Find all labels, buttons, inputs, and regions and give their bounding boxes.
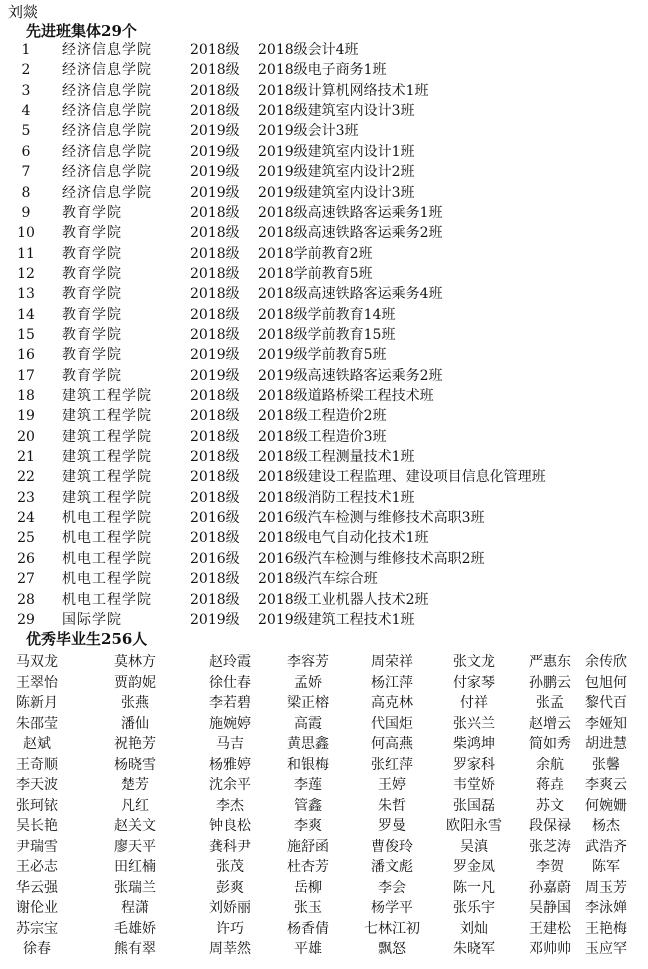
class-grade: 2018级 — [190, 42, 240, 58]
class-grade: 2018级 — [190, 428, 240, 445]
class-college: 教育学院 — [62, 245, 122, 262]
graduate-name: 张玉 — [294, 900, 322, 916]
graduate-name: 张国磊 — [453, 797, 495, 814]
graduate-name: 周玉芳 — [585, 879, 627, 896]
graduate-name: 和银梅 — [287, 756, 329, 773]
class-number: 7 — [21, 164, 31, 181]
graduate-name: 杨雅婷 — [209, 756, 251, 773]
class-college: 教育学院 — [62, 225, 122, 242]
graduate-name: 平雄 — [294, 941, 322, 957]
class-grade: 2018级 — [190, 245, 240, 262]
class-row — [0, 467, 648, 487]
graduate-name: 七林江初 — [364, 920, 420, 937]
graduate-row — [0, 796, 648, 817]
class-grade: 2019级 — [190, 367, 240, 384]
graduate-name: 吴长艳 — [16, 818, 58, 834]
class-number: 14 — [17, 306, 35, 323]
class-name: 2018级学前教育15班 — [258, 326, 396, 343]
graduate-name: 贾韵妮 — [114, 674, 156, 691]
graduate-row — [0, 857, 648, 878]
document-author-name: 刘燚 — [8, 3, 39, 21]
graduate-name: 蒋垚 — [536, 777, 564, 793]
class-name: 2018学前教育5班 — [258, 265, 373, 282]
class-row — [0, 121, 648, 141]
graduate-name: 管鑫 — [294, 797, 322, 814]
class-number: 25 — [17, 530, 35, 547]
graduate-name: 李贺 — [536, 859, 564, 875]
class-name: 2018级汽车综合班 — [258, 571, 378, 588]
class-grade: 2018级 — [190, 103, 240, 120]
class-number: 5 — [21, 123, 31, 140]
graduate-row — [0, 837, 648, 858]
class-grade: 2019级 — [190, 143, 240, 160]
graduate-name: 潘仙 — [121, 715, 149, 732]
class-row — [0, 590, 648, 610]
class-number: 2 — [21, 62, 31, 79]
graduate-name: 周莘然 — [209, 941, 251, 957]
graduate-name: 张瑞兰 — [114, 879, 156, 896]
graduate-name: 彭爽 — [216, 879, 244, 896]
class-college: 经济信息学院 — [62, 82, 152, 99]
class-name: 2018级建筑室内设计3班 — [258, 103, 415, 120]
class-row — [0, 427, 648, 447]
graduate-name: 王婷 — [378, 777, 406, 793]
graduate-name: 邓帅帅 — [529, 941, 571, 957]
graduate-name: 吴滇 — [460, 838, 488, 855]
graduate-row — [0, 939, 648, 960]
class-name: 2018级工程造价2班 — [258, 408, 387, 425]
class-name: 2018级道路桥梁工程技术班 — [258, 388, 434, 404]
class-grade: 2018级 — [190, 62, 240, 79]
class-name: 2018级工业机器人技术2班 — [258, 591, 429, 608]
graduate-name: 黄思鑫 — [287, 736, 329, 752]
graduate-name: 付家琴 — [453, 674, 495, 691]
graduate-row — [0, 898, 648, 919]
class-row — [0, 162, 648, 182]
class-name: 2018级工程造价3班 — [258, 428, 387, 445]
graduate-name: 何高燕 — [371, 736, 413, 752]
class-grade: 2018级 — [190, 204, 240, 221]
graduate-name: 高霞 — [294, 715, 322, 732]
class-name: 2019级学前教育5班 — [258, 347, 387, 364]
graduate-name: 许巧 — [216, 920, 244, 937]
class-name: 2016级汽车检测与维修技术高职2班 — [258, 550, 485, 567]
graduate-name: 余传欣 — [585, 654, 627, 670]
graduate-name: 华云强 — [16, 879, 58, 896]
class-college: 国际学院 — [62, 611, 122, 628]
class-row — [0, 488, 648, 508]
graduate-name: 赵玲霞 — [209, 654, 251, 670]
class-row — [0, 244, 648, 264]
class-college: 教育学院 — [62, 326, 122, 343]
class-number: 4 — [21, 103, 31, 120]
graduate-name: 徐春 — [23, 941, 51, 957]
class-college: 建筑工程学院 — [62, 449, 152, 465]
class-college: 教育学院 — [62, 367, 122, 384]
graduate-row — [0, 734, 648, 755]
class-college: 经济信息学院 — [62, 103, 152, 120]
graduate-name: 周荣祥 — [371, 654, 413, 670]
graduate-name: 张孟 — [536, 695, 564, 711]
graduate-name: 廖天平 — [114, 838, 156, 855]
class-name: 2016级汽车检测与维修技术高职3班 — [258, 510, 485, 527]
graduate-row — [0, 919, 648, 940]
graduate-name: 李爽 — [294, 818, 322, 834]
graduate-name: 莫林方 — [114, 654, 156, 670]
class-name: 2019级会计3班 — [258, 123, 359, 140]
graduate-row — [0, 714, 648, 735]
class-grade: 2018级 — [190, 225, 240, 242]
graduate-name: 李泳婵 — [585, 900, 627, 916]
class-row — [0, 325, 648, 345]
class-name: 2018级工程测量技术1班 — [258, 449, 415, 465]
class-number: 17 — [17, 367, 35, 384]
class-number: 13 — [17, 286, 35, 303]
graduate-name: 黎代百 — [585, 695, 627, 711]
class-college: 机电工程学院 — [62, 571, 152, 588]
graduate-name: 孟娇 — [294, 674, 322, 691]
class-row — [0, 447, 648, 467]
class-college: 机电工程学院 — [62, 591, 152, 608]
class-college: 经济信息学院 — [62, 42, 152, 58]
class-grade: 2016级 — [190, 510, 240, 527]
graduate-name: 王建松 — [529, 920, 571, 937]
graduate-name: 张乐宇 — [453, 900, 495, 916]
graduate-name: 赵斌 — [23, 736, 51, 752]
graduate-name: 张珂铱 — [16, 797, 58, 814]
graduate-name: 岳柳 — [294, 879, 322, 896]
class-number: 10 — [17, 225, 35, 242]
class-row — [0, 305, 648, 325]
graduate-name: 陈一凡 — [453, 879, 495, 896]
graduate-name: 韦堂娇 — [453, 777, 495, 793]
class-name: 2018级电子商务1班 — [258, 62, 387, 79]
graduate-name: 施舒函 — [287, 838, 329, 855]
class-college: 机电工程学院 — [62, 530, 152, 547]
graduate-name: 王必志 — [16, 859, 58, 875]
graduate-row — [0, 755, 648, 776]
class-number: 9 — [21, 204, 31, 221]
class-college: 机电工程学院 — [62, 550, 152, 567]
class-number: 16 — [17, 347, 35, 364]
graduate-name: 孙嘉蔚 — [529, 879, 571, 896]
graduate-name: 潘文彪 — [371, 859, 413, 875]
graduate-name: 刘娇丽 — [209, 900, 251, 916]
class-row — [0, 508, 648, 528]
graduate-name: 张馨 — [592, 756, 620, 773]
graduate-name: 陈军 — [592, 859, 620, 875]
class-number: 6 — [21, 143, 31, 160]
class-number: 22 — [17, 469, 35, 486]
graduate-row — [0, 652, 648, 673]
class-row — [0, 549, 648, 569]
class-number: 19 — [17, 408, 35, 425]
graduate-name: 罗家科 — [453, 756, 495, 773]
class-number: 23 — [17, 489, 35, 506]
graduate-name: 朱晓军 — [453, 941, 495, 957]
class-grade: 2019级 — [190, 123, 240, 140]
class-row — [0, 81, 648, 101]
advanced-classes-heading: 先进班集体29个 — [26, 22, 137, 40]
class-name: 2019级建筑室内设计1班 — [258, 143, 415, 160]
class-number: 26 — [17, 550, 35, 567]
graduate-name: 欧阳永雪 — [446, 818, 502, 834]
class-name: 2018级计算机网络技术1班 — [258, 82, 429, 99]
class-college: 教育学院 — [62, 265, 122, 282]
class-grade: 2018级 — [190, 591, 240, 608]
class-row — [0, 203, 648, 223]
class-row — [0, 101, 648, 121]
class-college: 经济信息学院 — [62, 184, 152, 201]
graduate-name: 段保禄 — [529, 818, 571, 834]
graduate-name: 李爽云 — [585, 777, 627, 793]
class-row — [0, 264, 648, 284]
graduate-name: 张文龙 — [453, 654, 495, 670]
graduate-name: 李会 — [378, 879, 406, 896]
graduate-name: 李杰 — [216, 797, 244, 814]
class-row — [0, 345, 648, 365]
graduate-name: 杨杰 — [592, 818, 620, 834]
class-college: 经济信息学院 — [62, 62, 152, 79]
class-row — [0, 610, 648, 630]
class-number: 28 — [17, 591, 35, 608]
class-grade: 2018级 — [190, 449, 240, 465]
graduate-name: 简如秀 — [529, 736, 571, 752]
graduate-row — [0, 878, 648, 899]
graduate-name: 罗金凤 — [453, 859, 495, 875]
graduate-name: 飘怒 — [378, 941, 406, 957]
graduate-row — [0, 816, 648, 837]
graduate-name: 朱邵莹 — [16, 715, 58, 732]
graduate-name: 高克林 — [371, 695, 413, 711]
class-number: 8 — [21, 184, 31, 201]
class-name: 2018级高速铁路客运乘务2班 — [258, 225, 443, 242]
graduate-name: 王艳梅 — [585, 920, 627, 937]
graduate-row — [0, 775, 648, 796]
graduate-name: 曹俊玲 — [371, 838, 413, 855]
class-college: 建筑工程学院 — [62, 469, 152, 486]
class-grade: 2016级 — [190, 550, 240, 567]
class-row — [0, 183, 648, 203]
graduate-name: 祝艳芳 — [114, 736, 156, 752]
graduate-name: 严惠东 — [529, 654, 571, 670]
class-number: 11 — [17, 245, 35, 262]
class-grade: 2019级 — [190, 184, 240, 201]
class-number: 27 — [17, 571, 35, 588]
graduate-name: 沈余平 — [209, 777, 251, 793]
graduate-name: 余航 — [536, 756, 564, 773]
class-grade: 2019级 — [190, 164, 240, 181]
graduate-name: 赵增云 — [529, 715, 571, 732]
graduate-name: 尹瑞雪 — [16, 838, 58, 855]
graduate-row — [0, 693, 648, 714]
class-grade: 2018级 — [190, 571, 240, 588]
graduate-name: 苏文 — [536, 797, 564, 814]
graduate-name: 龚科尹 — [209, 838, 251, 855]
class-grade: 2019级 — [190, 611, 240, 628]
class-name: 2018学前教育2班 — [258, 245, 373, 262]
class-number: 3 — [21, 82, 31, 99]
class-grade: 2018级 — [190, 408, 240, 425]
class-number: 18 — [17, 388, 35, 404]
class-college: 建筑工程学院 — [62, 428, 152, 445]
graduate-name: 马吉 — [216, 736, 244, 752]
graduate-name: 李莲 — [294, 777, 322, 793]
graduate-name: 李天波 — [16, 777, 58, 793]
class-name: 2018级高速铁路客运乘务1班 — [258, 204, 443, 221]
class-grade: 2018级 — [190, 530, 240, 547]
graduate-name: 胡进慧 — [585, 736, 627, 752]
class-college: 经济信息学院 — [62, 123, 152, 140]
class-name: 2019级建筑工程技术1班 — [258, 611, 415, 628]
outstanding-graduates-heading: 优秀毕业生256人 — [26, 630, 148, 648]
graduate-name: 杨晓雪 — [114, 756, 156, 773]
class-row — [0, 406, 648, 426]
graduate-name: 付祥 — [460, 695, 488, 711]
graduate-name: 玉应罕 — [585, 941, 627, 957]
class-grade: 2018级 — [190, 306, 240, 323]
class-number: 21 — [17, 449, 35, 465]
graduate-name: 张燕 — [121, 695, 149, 711]
class-row — [0, 223, 648, 243]
class-row — [0, 386, 648, 406]
graduate-name: 罗曼 — [378, 818, 406, 834]
graduate-name: 马双龙 — [16, 654, 58, 670]
class-name: 2018级学前教育14班 — [258, 306, 396, 323]
graduate-name: 梁正榕 — [287, 695, 329, 711]
class-college: 教育学院 — [62, 286, 122, 303]
class-name: 2019级建筑室内设计3班 — [258, 184, 415, 201]
graduate-name: 包旭何 — [585, 674, 627, 691]
class-row — [0, 284, 648, 304]
graduate-name: 朱哲 — [378, 797, 406, 814]
graduate-name: 张芝涛 — [529, 838, 571, 855]
graduate-name: 李若碧 — [209, 695, 251, 711]
graduate-name: 钟良松 — [209, 818, 251, 834]
class-name: 2018级高速铁路客运乘务4班 — [258, 286, 443, 303]
class-row — [0, 60, 648, 80]
class-name: 2018级会计4班 — [258, 42, 359, 58]
class-name: 2018级消防工程技术1班 — [258, 489, 415, 506]
graduate-name: 武浩齐 — [585, 838, 627, 855]
graduate-row — [0, 673, 648, 694]
graduate-name: 吴静国 — [529, 900, 571, 916]
graduate-name: 苏宗宝 — [16, 920, 58, 937]
class-grade: 2018级 — [190, 82, 240, 99]
graduate-name: 刘灿 — [460, 920, 488, 937]
class-number: 12 — [17, 265, 35, 282]
graduate-name: 李娅知 — [585, 715, 627, 732]
graduate-name: 张茂 — [216, 859, 244, 875]
graduate-name: 代国炬 — [371, 715, 413, 732]
graduate-name: 柴鸿坤 — [453, 736, 495, 752]
class-row — [0, 40, 648, 60]
class-row — [0, 528, 648, 548]
class-number: 1 — [21, 42, 31, 58]
graduate-name: 王翠怡 — [16, 674, 58, 691]
class-number: 15 — [17, 326, 35, 343]
graduate-name: 杨学平 — [371, 900, 413, 916]
class-row — [0, 569, 648, 589]
graduate-name: 杨江萍 — [371, 674, 413, 691]
class-grade: 2018级 — [190, 489, 240, 506]
graduate-name: 毛雄娇 — [114, 920, 156, 937]
class-college: 教育学院 — [62, 347, 122, 364]
graduate-name: 王奇顺 — [16, 756, 58, 773]
class-name: 2019级高速铁路客运乘务2班 — [258, 367, 443, 384]
graduate-name: 徐仕春 — [209, 674, 251, 691]
class-number: 20 — [17, 428, 35, 445]
class-row — [0, 142, 648, 162]
class-college: 建筑工程学院 — [62, 388, 152, 404]
class-grade: 2018级 — [190, 388, 240, 404]
class-college: 教育学院 — [62, 306, 122, 323]
class-grade: 2018级 — [190, 286, 240, 303]
graduate-name: 施婉婷 — [209, 715, 251, 732]
class-grade: 2018级 — [190, 265, 240, 282]
class-college: 建筑工程学院 — [62, 489, 152, 506]
graduate-name: 孙鹏云 — [529, 674, 571, 691]
class-college: 经济信息学院 — [62, 143, 152, 160]
graduate-name: 张红萍 — [371, 756, 413, 773]
class-grade: 2018级 — [190, 469, 240, 486]
graduate-name: 杜杏芳 — [287, 859, 329, 875]
class-college: 教育学院 — [62, 204, 122, 221]
class-grade: 2019级 — [190, 347, 240, 364]
class-college: 经济信息学院 — [62, 164, 152, 181]
graduate-name: 陈新月 — [16, 695, 58, 711]
graduate-name: 何婉姗 — [585, 797, 627, 814]
graduate-name: 赵关文 — [114, 818, 156, 834]
graduate-name: 谢伦业 — [16, 900, 58, 916]
class-name: 2019级建筑室内设计2班 — [258, 164, 415, 181]
class-number: 29 — [17, 611, 35, 628]
graduate-name: 熊有翠 — [114, 941, 156, 957]
class-grade: 2018级 — [190, 326, 240, 343]
graduate-name: 楚芳 — [121, 777, 149, 793]
graduate-name: 凡红 — [121, 797, 149, 814]
class-name: 2018级电气自动化技术1班 — [258, 530, 429, 547]
class-college: 建筑工程学院 — [62, 408, 152, 425]
class-name: 2018级建设工程监理、建设项目信息化管理班 — [258, 469, 546, 486]
graduate-name: 杨香倩 — [287, 920, 329, 937]
class-college: 机电工程学院 — [62, 510, 152, 527]
graduate-name: 张兴兰 — [453, 715, 495, 732]
graduate-name: 程潇 — [121, 900, 149, 916]
class-number: 24 — [17, 510, 35, 527]
class-row — [0, 366, 648, 386]
graduate-name: 田红楠 — [114, 859, 156, 875]
graduate-name: 李容芳 — [287, 654, 329, 670]
